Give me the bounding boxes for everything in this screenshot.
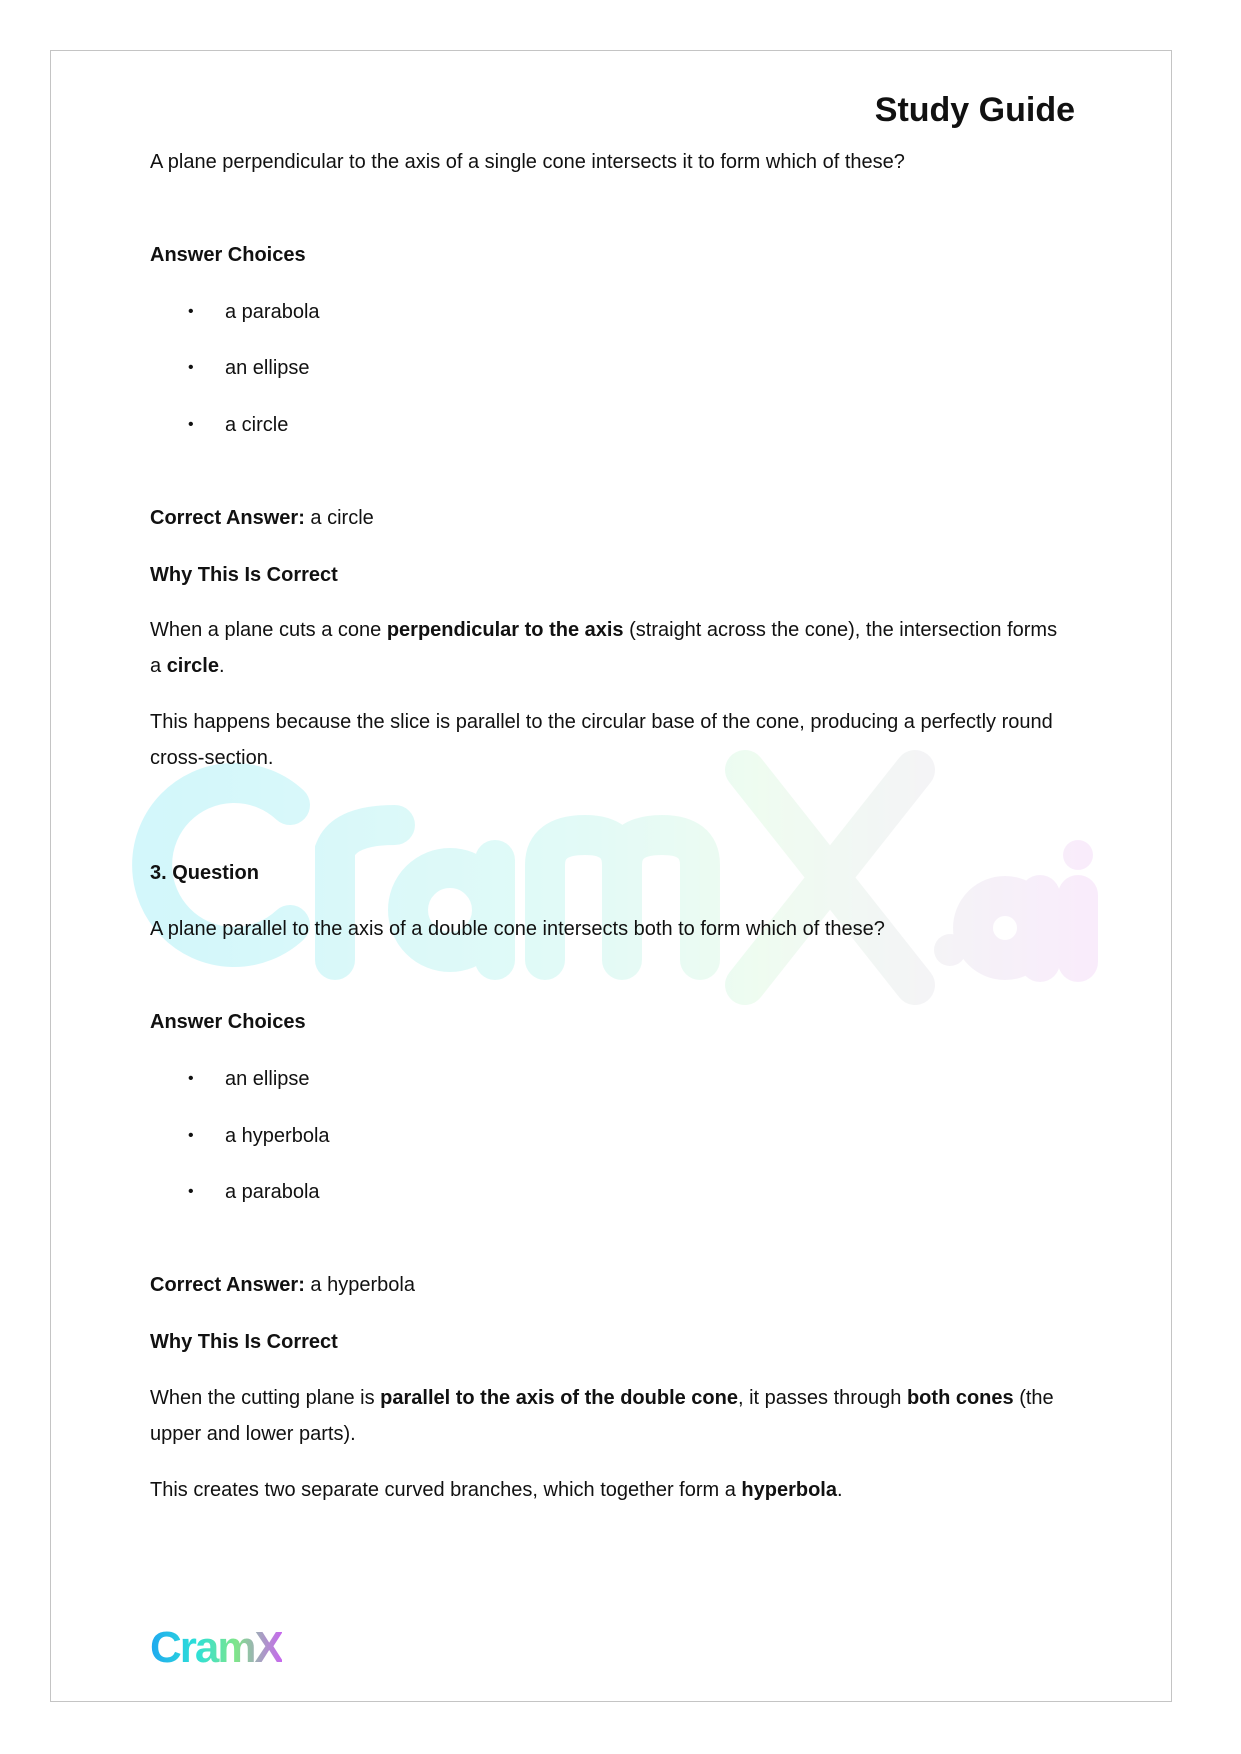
explanation-paragraph: When a plane cuts a cone perpendicular to the axis (straight across the cone), the intersection forms a circle. — [150, 619, 1058, 677]
answer-choices-heading: Answer Choices — [150, 244, 306, 266]
explanation-paragraph: This happens because the slice is parallel to the circular base of the cone, producing a perfectly round cross-section. — [150, 711, 1053, 769]
bullet-icon: • — [188, 1183, 194, 1200]
question-text: A plane perpendicular to the axis of a single cone intersects it to form which of these? — [150, 151, 905, 173]
bullet-icon: • — [188, 1070, 194, 1087]
answer-choices-heading: Answer Choices — [150, 1011, 306, 1033]
question-heading: 3. Question — [150, 862, 259, 884]
cramx-logo: CramX — [150, 1623, 282, 1672]
explanation-paragraph: This creates two separate curved branches, which together form a hyperbola. — [150, 1479, 843, 1501]
why-heading: Why This Is Correct — [150, 1331, 338, 1353]
bullet-icon: • — [188, 359, 194, 376]
explanation-paragraph: When the cutting plane is parallel to the axis of the double cone, it passes through both cones (the upper and lower parts). — [150, 1387, 1054, 1445]
bullet-icon: • — [188, 303, 194, 320]
document-page: Study Guide A plane perpendicular to the axis of a single cone intersects it to form which of these? Answer Choices • a parabola • an ellipse • a circle Correct Answer: a circle Why This Is Correct When a plane cuts a cone perpendicular to the axis (straight across the cone), the intersection forms a circle. This happens because the slice is parallel to the circular base of the cone, producing a perfectly round cross-section. 3. Question A plane parallel to the axis of a double cone intersects both to form which of these? Answer Choices • an ellipse • a hyperbola • a parabola Correct Answer: a hyperbola Why This Is Correct When the cutting plane is parallel to the axis of the double cone, it passes through both cones (the upper and lower parts). This creates two separate curved branches, which together form a hyperbola. CramX — [0, 0, 1241, 1754]
page-title: Study Guide — [874, 91, 1075, 129]
why-heading: Why This Is Correct — [150, 564, 338, 586]
correct-answer: Correct Answer: a hyperbola — [150, 1274, 415, 1296]
bullet-icon: • — [188, 416, 194, 433]
question-text: A plane parallel to the axis of a double cone intersects both to form which of these? — [150, 918, 885, 940]
correct-answer: Correct Answer: a circle — [150, 507, 374, 529]
bullet-icon: • — [188, 1127, 194, 1144]
